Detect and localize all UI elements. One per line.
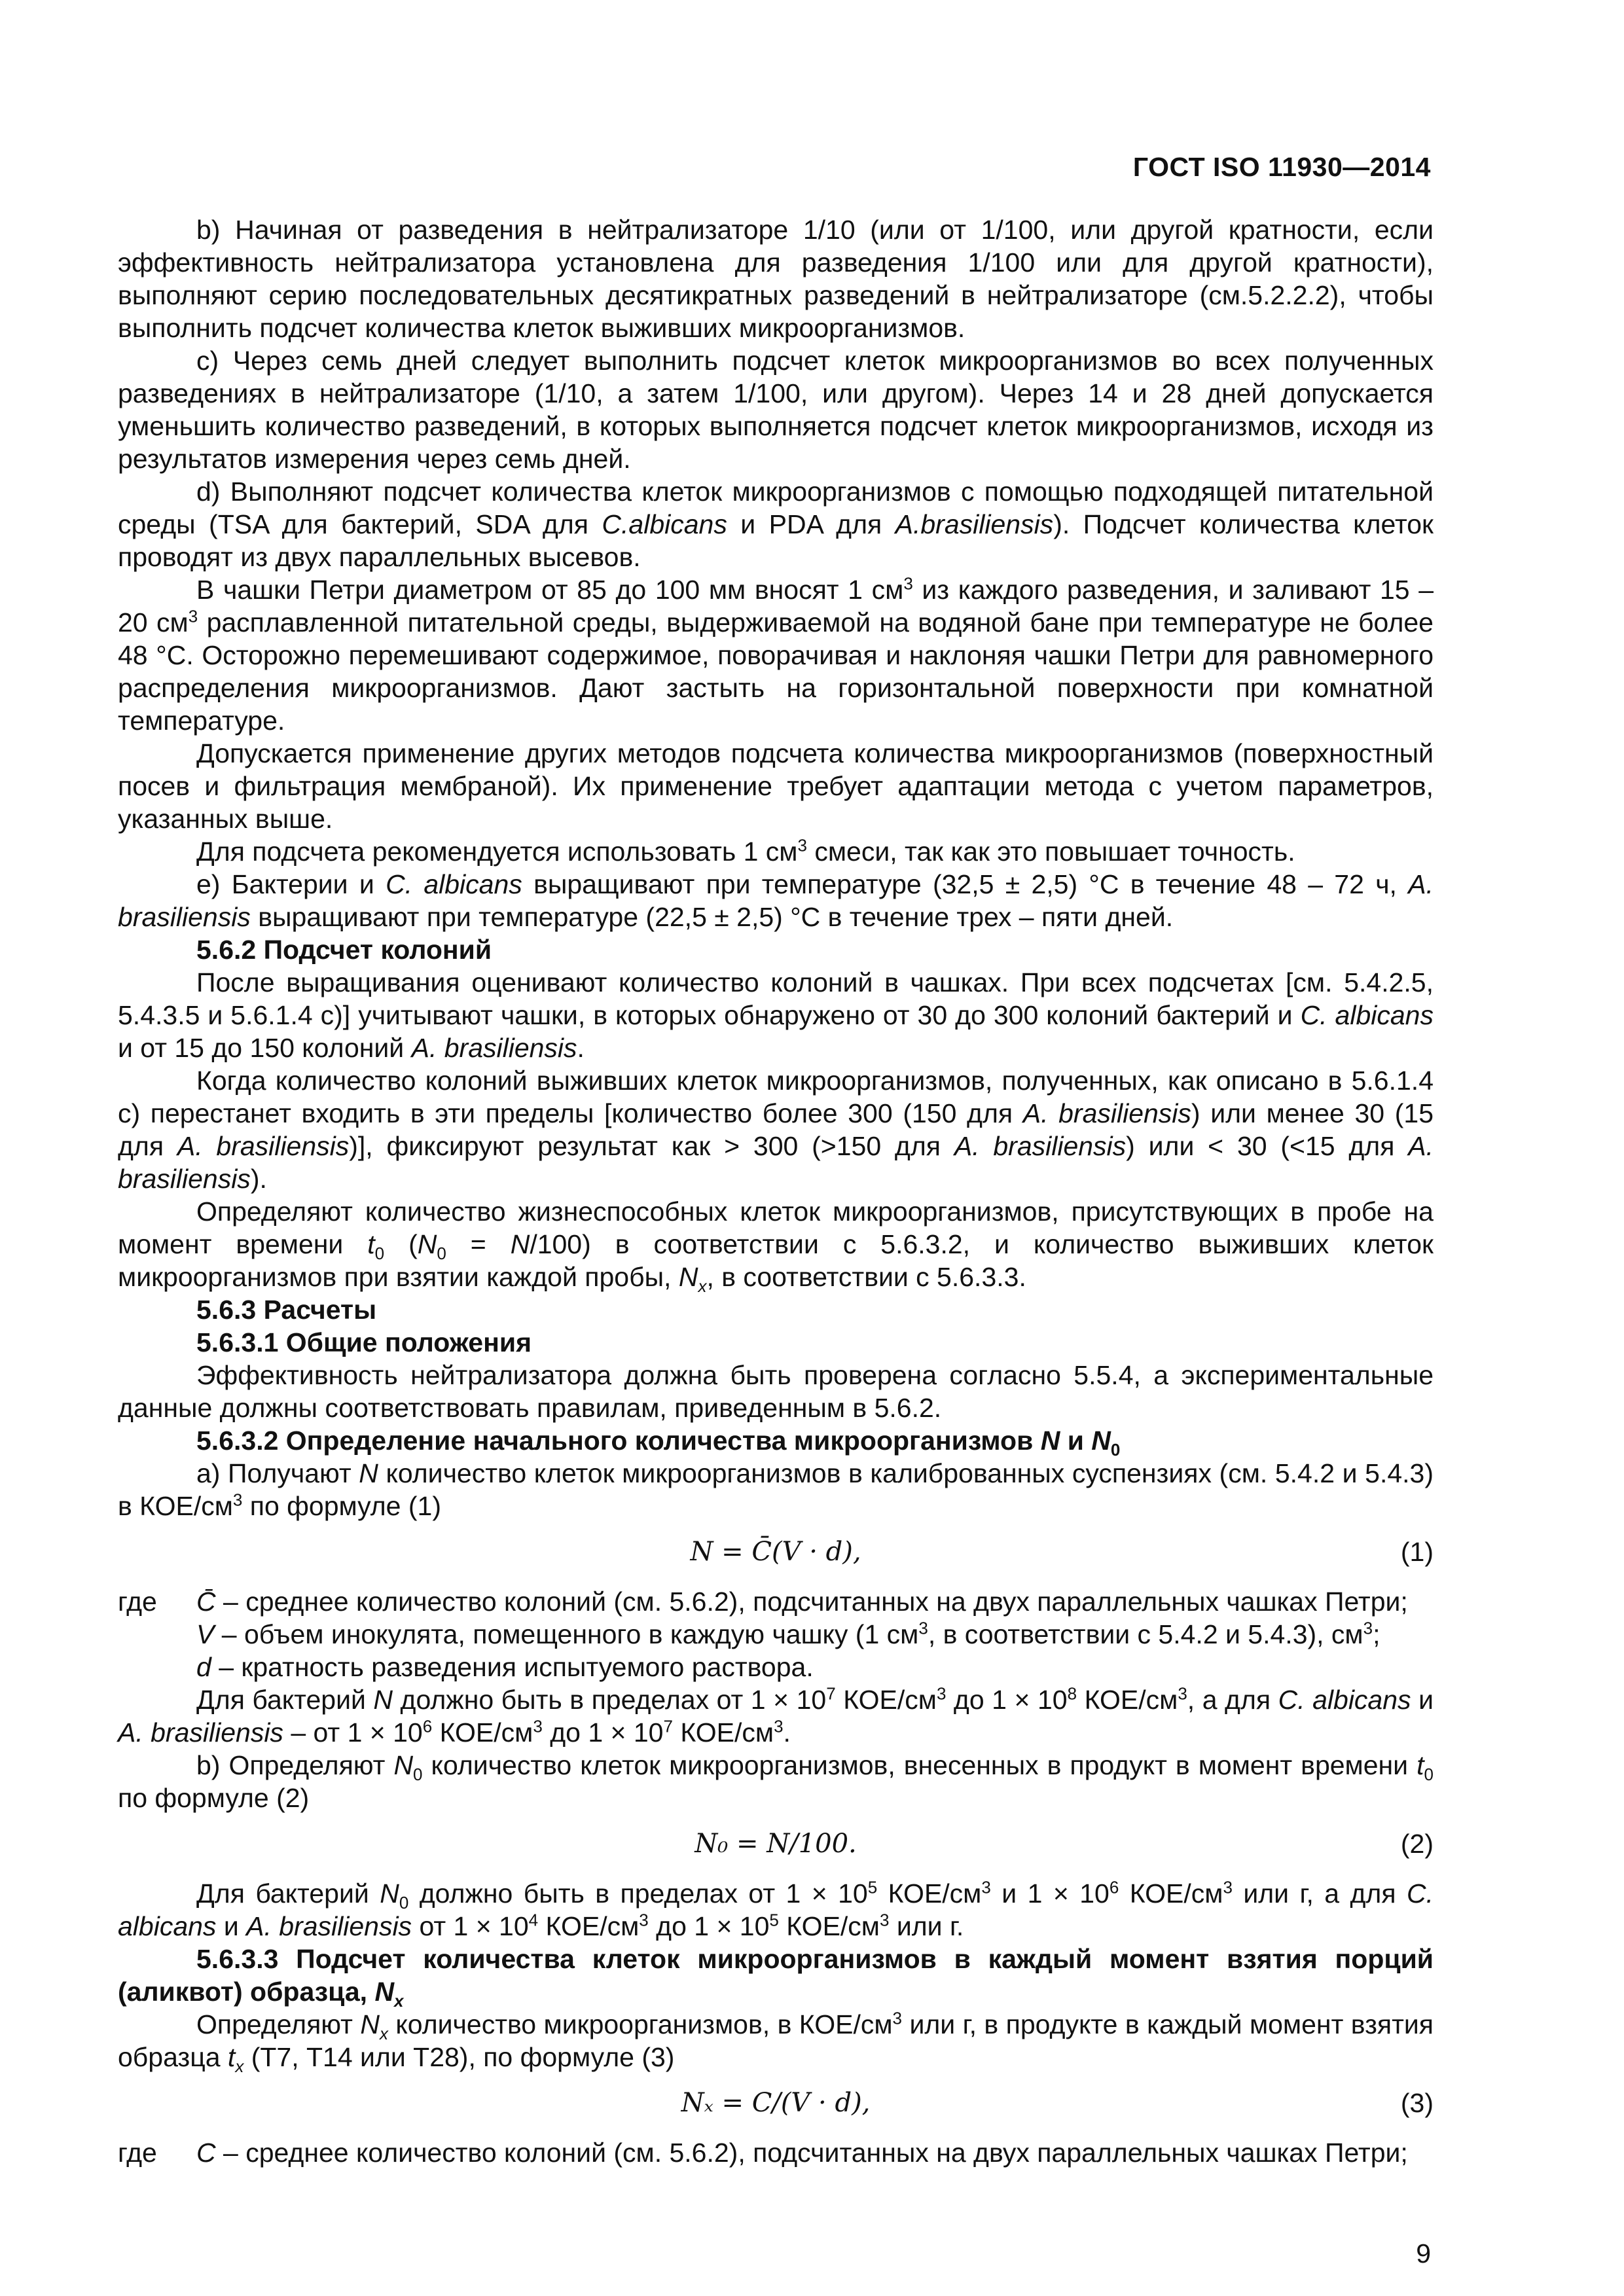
paragraph-bacteria-n0: Для бактерий $N_0$ должно быть в пределах от $1 \times 10^5$ КОЕ/$см^3$ и $1 \times 10^6$ КОЕ/$см^3$ или г, а для C. albicans и A. brasiliensis от $1 \times 10^4$ КОЕ/$см^3$ до $1 \times 10^5$ КОЕ/$см^3$ или г.: [118, 1877, 1434, 1941]
where-item-c-mean: C – среднее количество колоний (см. 5.6.2), подсчитанных на двух параллельных чашках Петри;: [196, 2138, 1408, 2168]
body-text: [118, 213, 1434, 2169]
formula-3-number: (3): [1400, 2088, 1434, 2118]
heading-5-6-3-3: 5.6.3.3 Подсчет количества клеток микроорганизмов в каждый момент взятия порций (аликвот) образца, $N_x$: [118, 1944, 1434, 2011]
formula-1: [118, 1522, 1434, 1585]
paragraph-bacteria-n: Для бактерий N должно быть в пределах от $1 \times 10^7$ КОЕ/$см^3$ до $1 \times 10^8$ КОЕ/$см^3$, а для C. albicans и A. brasiliensis – от $1 \times 10^6$ КОЕ/$см^3$ до $1 \times 10^7$ КОЕ/$см^3$.: [118, 1683, 1434, 1748]
paragraph-562b: Когда количество колоний выживших клеток микроорганизмов, полученных, как описано в 5.6.1.4 с) перестанет входить в эти пределы [количество более 300 (150 для A. brasiliensis) или менее 30 (15 для A. brasiliensis)], фиксируют результат как > 300 (>150 для A. brasiliensis) или < 30 (<15 для A. brasiliensis).: [118, 1066, 1434, 1194]
formula-1-number: (1): [1400, 1537, 1434, 1567]
where-list: [196, 1585, 1434, 1683]
page-number: 9: [1416, 2238, 1431, 2269]
formula-1-expression: N = C̄(V · d),: [690, 1537, 861, 1567]
paragraph-5633a: Определяют $N_x$ количество микроорганизмов, в КОЕ/$см^3$ или г, в продукте в каждый момент взятия образца $t_x$ (Т7, Т14 или Т28), по формуле (3): [118, 2008, 1434, 2077]
heading-5-6-3: 5.6.3 Расчеты: [196, 1295, 377, 1325]
heading-5-6-3-2: 5.6.3.2 Определение начального количества микроорганизмов N и $N_0$: [196, 1426, 1121, 1460]
formula-2-expression: N₀ = N/100.: [695, 1829, 857, 1859]
where-block-1: [118, 1585, 1434, 1683]
standard-header: ГОСТ ISO 11930—2014: [1132, 152, 1431, 182]
formula-3: [118, 2073, 1434, 2136]
formula-3-expression: Nₓ = C/(V · d),: [681, 2088, 871, 2118]
paragraph-5632b: b) Определяют $N_0$ количество клеток микроорганизмов, внесенных в продукт в момент времени $t_0$ по формуле (2): [118, 1750, 1434, 1813]
paragraph-562c: Определяют количество жизнеспособных клеток микроорганизмов, присутствующих в пробе на момент времени $t_0$ $(N_0 = N/100)$ в соответствии с 5.6.3.2, и количество выживших клеток микроорганизмов при взятии каждой пробы, $N_x$, в соответствии с 5.6.3.3.: [118, 1196, 1434, 1297]
paragraph-b: b) Начиная от разведения в нейтрализаторе 1/10 (или от 1/100, или другой кратности, если эффективность нейтрализатора установлена для разведения 1/100 или для другой кратности), выполняют серию последовательных десятикратных разведений в нейтрализаторе (см.5.2.2.2), чтобы выполнить подсчет количества клеток выживших микроорганизмов.: [118, 215, 1434, 343]
heading-5-6-3-1: 5.6.3.1 Общие положения: [196, 1327, 532, 1357]
paragraph-e: e) Бактерии и C. albicans выращивают при температуре (32,5 ± 2,5) °С в течение 48 – 72 ч, A. brasiliensis выращивают при температуре (22,5 ± 2,5) °С в течение трех – пяти дней.: [118, 869, 1434, 932]
where-list-2: [196, 2136, 1434, 2169]
paragraph-d: d) Выполняют подсчет количества клеток микроорганизмов с помощью подходящей питательной среды (TSA для бактерий, SDA для C.albicans и PDA для A.brasiliensis). Подсчет количества клеток проводят из двух параллельных высевов.: [118, 476, 1434, 572]
paragraph-5631: Эффективность нейтрализатора должна быть проверена согласно 5.5.4, а экспериментальные данные должны соответствовать правилам, приведенным в 5.6.2.: [118, 1360, 1434, 1423]
where-block-2: [118, 2136, 1434, 2169]
where-item-v: V – объем инокулята, помещенного в каждую чашку (1 $см^3$, в соответствии с 5.4.2 и 5.4.3), $см^3$;: [196, 1618, 1380, 1649]
paragraph-562a: После выращивания оценивают количество колоний в чашках. При всех подсчетах [см. 5.4.2.5, 5.4.3.5 и 5.6.1.4 с)] учитывают чашки, в которых обнаружено от 30 до 300 колоний бактерий и C. albicans и от 15 до 150 колоний A. brasiliensis.: [118, 967, 1434, 1063]
paragraph-c: c) Через семь дней следует выполнить подсчет клеток микроорганизмов во всех полученных разведениях в нейтрализаторе (1/10, а затем 1/100, или другом). Через 14 и 28 дней допускается уменьшить количество разведений, в которых выполняется подсчет клеток микроорганизмов, исходя из результатов измерения через семь дней.: [118, 346, 1434, 474]
where-label: где: [118, 1587, 157, 1617]
paragraph-recommend: Для подсчета рекомендуется использовать 1 $см^3$ смеси, так как это повышает точность.: [196, 835, 1295, 867]
formula-2-number: (2): [1400, 1829, 1434, 1859]
where-label-2: где: [118, 2138, 157, 2168]
heading-5-6-2: 5.6.2 Подсчет колоний: [196, 935, 492, 965]
paragraph-other-methods: Допускается применение других методов подсчета количества микроорганизмов (поверхностный посев и фильтрация мембраной). Их применение требует адаптации метода с учетом параметров, указанных выше.: [118, 738, 1434, 834]
paragraph-5632a: а) Получают N количество клеток микроорганизмов в калиброванных суспензиях (см. 5.4.2 и 5.4.3) в КОЕ/$см^3$ по формуле (1): [118, 1458, 1434, 1521]
formula-2: [118, 1814, 1434, 1877]
paragraph-petri: В чашки Петри диаметром от 85 до 100 мм вносят 1 $см^3$ из каждого разведения, и заливают 15 – 20 $см^3$ расплавленной питательной среды, выдерживаемой на водяной бане при температуре не более 48 °С. Осторожно перемешивают содержимое, поворачивая и наклоняя чашки Петри для равномерного распределения микроорганизмов. Дают застыть на горизонтальной поверхности при комнатной температуре.: [118, 573, 1434, 736]
where-item-d: d – кратность разведения испытуемого раствора.: [196, 1652, 814, 1682]
where-item-c: C̄ – среднее количество колоний (см. 5.6.2), подсчитанных на двух параллельных чашках Петри;: [196, 1587, 1408, 1617]
